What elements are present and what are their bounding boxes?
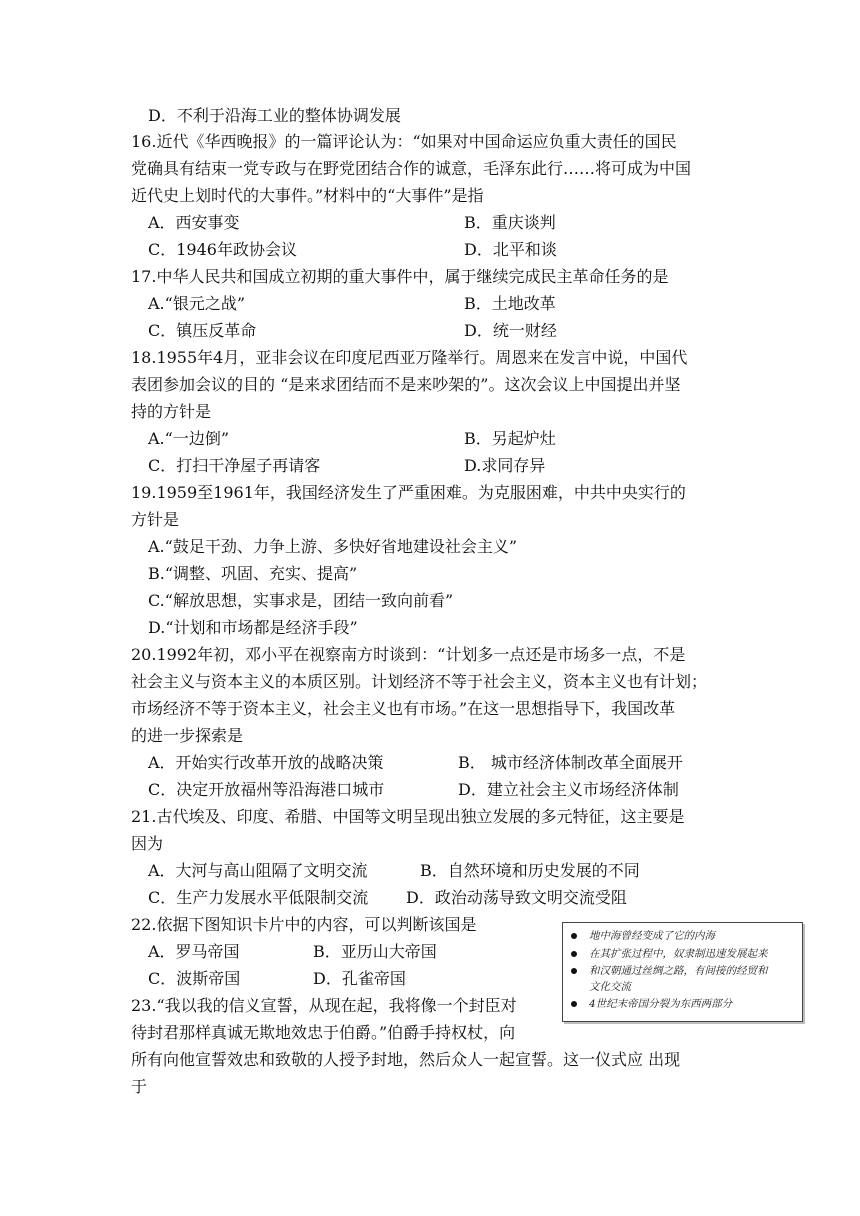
text-line: 待封君那样真诚无欺地效忠于伯爵。”伯爵手持权杖，向: [131, 1023, 516, 1042]
text-line: D.“计划和市场都是经济手段”: [148, 618, 358, 637]
text-line: A．罗马帝国: [148, 942, 240, 961]
card-item-text: 和汉朝通过丝绸之路，有间接的经贸和: [589, 965, 768, 977]
text-line: D．建立社会主义市场经济体制: [458, 780, 679, 799]
text-line: D．孔雀帝国: [313, 969, 406, 988]
text-line: C.“解放思想，实事求是，团结一致向前看”: [148, 591, 454, 610]
text-line: 23.“我以我的信义宣誓，从现在起，我将像一个封臣对: [131, 996, 517, 1015]
bullet-icon: [571, 968, 577, 974]
text-line: B．亚历山大帝国: [313, 942, 437, 961]
text-line: A.“一边倒”: [148, 429, 230, 448]
bullet-icon: [571, 933, 577, 939]
text-line: C．生产力发展水平低限制交流: [148, 888, 369, 907]
card-item-text: 地中海曾经变成了它的内海: [589, 930, 715, 942]
card-item-text: 文化交流: [589, 981, 631, 993]
card-item-continuation: [589, 980, 631, 994]
card-item: [571, 929, 715, 943]
text-line: A．大河与高山阻隔了文明交流: [148, 861, 368, 880]
text-line: 方针是: [131, 510, 180, 529]
text-line: 22.依据下图知识卡片中的内容，可以判断该国是: [131, 915, 477, 934]
text-line: 近代史上划时代的大事件。”材料中的“大事件”是指: [131, 186, 484, 205]
text-line: C．决定开放福州等沿海港口城市: [148, 780, 385, 799]
card-item-text: 4世纪末帝国分裂为东西两部分: [589, 998, 733, 1010]
text-line: B．重庆谈判: [464, 213, 556, 232]
text-line: D．政治动荡导致文明交流受阻: [406, 888, 627, 907]
bullet-icon: [571, 1001, 577, 1007]
text-line: 市场经济不等于资本主义，社会主义也有市场。”在这一思想指导下，我国改革: [131, 699, 676, 718]
text-line: A．开始实行改革开放的战略决策: [148, 753, 384, 772]
text-line: 19.1959至1961年，我国经济发生了严重困难。为克服困难，中共中央实行的: [131, 483, 686, 502]
text-line: B．自然环境和历史发展的不同: [420, 861, 640, 880]
text-line: 21.古代埃及、印度、希腊、中国等文明呈现出独立发展的多元特征，这主要是: [131, 807, 685, 826]
text-line: 18.1955年4月，亚非会议在印度尼西亚万隆举行。周恩来在发言中说，中国代: [131, 348, 688, 367]
card-item-text: 在其扩张过程中，奴隶制迅速发展起来: [589, 948, 768, 960]
text-line: B．另起炉灶: [464, 429, 556, 448]
text-line: B.“调整、巩固、充实、提高”: [148, 564, 358, 583]
text-line: B．土地改革: [464, 294, 556, 313]
text-line: C．打扫干净屋子再请客: [148, 456, 321, 475]
knowledge-card: [562, 922, 803, 1022]
text-line: 16.近代《华西晚报》的一篇评论认为：“如果对中国命运应负重大责任的国民: [131, 132, 677, 151]
text-line: 的进一步探索是: [131, 726, 244, 745]
bullet-icon: [571, 951, 577, 957]
text-line: D．不利于沿海工业的整体协调发展: [148, 106, 401, 125]
text-line: A．西安事变: [148, 213, 240, 232]
text-line: 因为: [131, 834, 164, 853]
text-line: 20.1992年初，邓小平在视察南方时谈到：“计划多一点还是市场多一点，不是: [131, 645, 686, 664]
card-item: [571, 947, 768, 961]
text-line: C．镇压反革命: [148, 321, 257, 340]
text-line: C．1946年政协会议: [148, 240, 297, 259]
text-line: D．统一财经: [464, 321, 557, 340]
text-line: A.“银元之战”: [148, 294, 246, 313]
text-line: 表团参加会议的目的 “是来求团结而不是来吵架的”。这次会议上中国提出并坚: [131, 375, 681, 394]
text-line: C．波斯帝国: [148, 969, 241, 988]
text-line: D.求同存异: [464, 456, 546, 475]
card-item: [571, 964, 768, 978]
text-line: 党确具有结束一党专政与在野党团结合作的诚意，毛泽东此行……将可成为中国: [131, 159, 692, 178]
text-line: 持的方针是: [131, 402, 212, 421]
text-line: 于: [131, 1077, 148, 1096]
card-item: [571, 997, 732, 1011]
text-line: 社会主义与资本主义的本质区别。计划经济不等于社会主义，资本主义也有计划；: [131, 672, 708, 691]
text-line: 17.中华人民共和国成立初期的重大事件中，属于继续完成民主革命任务的是: [131, 267, 669, 286]
text-line: 所有向他宣誓效忠和致敬的人授予封地，然后众人一起宣誓。这一仪式应 出现: [131, 1050, 681, 1069]
text-line: D．北平和谈: [464, 240, 557, 259]
text-line: A.“鼓足干劲、力争上游、多快好省地建设社会主义”: [148, 537, 518, 556]
text-line: B． 城市经济体制改革全面展开: [458, 753, 683, 772]
